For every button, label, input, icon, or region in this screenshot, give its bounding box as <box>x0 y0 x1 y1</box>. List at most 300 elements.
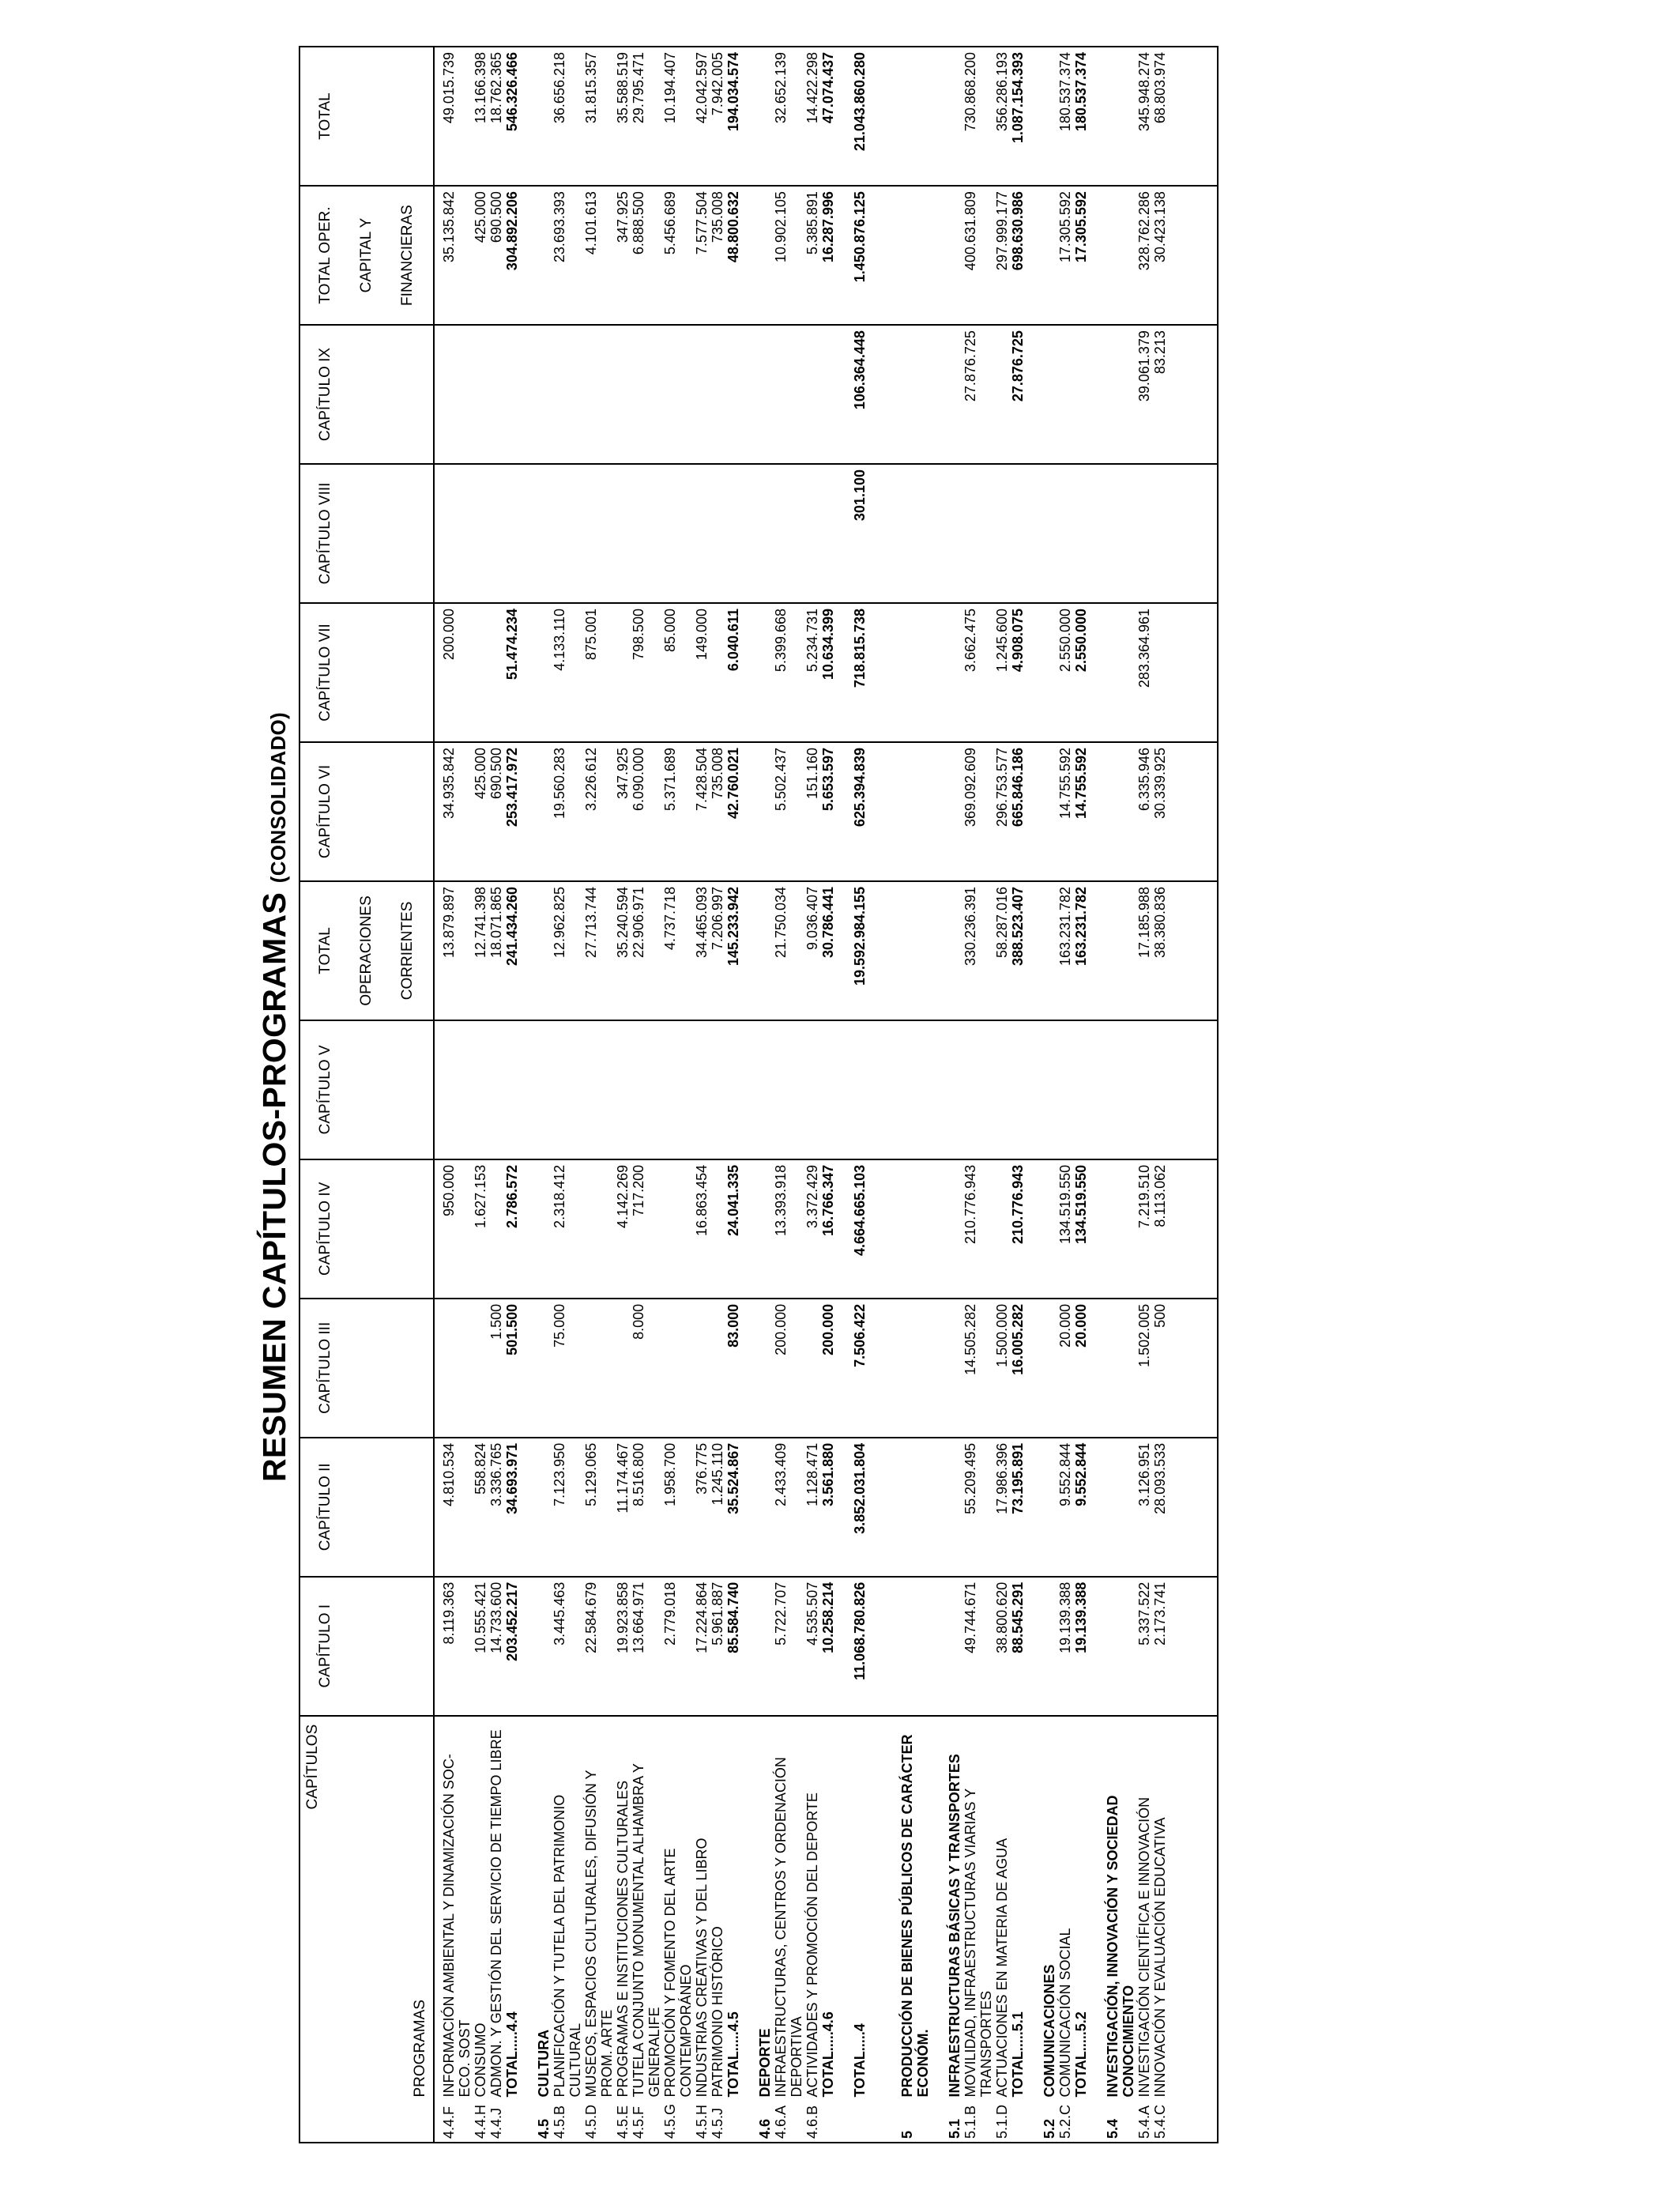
value-cell: 4.737.718 <box>662 881 694 1020</box>
header-col-12 <box>299 47 434 186</box>
program-code: 5.4 <box>1105 2102 1136 2143</box>
value-cell <box>1010 1020 1026 1159</box>
value-cell <box>757 603 773 742</box>
value-cell <box>947 603 962 742</box>
value-cell: 7.428.504 <box>694 742 710 881</box>
spacer-cell <box>1168 881 1218 1020</box>
value-cell <box>1105 1020 1136 1159</box>
header-col-label: CORRIENTES <box>399 901 416 1001</box>
value-cell: 4.101.613 <box>583 186 615 325</box>
value-cell <box>710 1020 725 1159</box>
spacer-cell <box>741 742 757 881</box>
value-cell <box>1073 464 1089 603</box>
value-cell: 180.537.374 <box>1057 47 1073 186</box>
value-cell: 27.876.725 <box>1010 325 1026 464</box>
value-cell: 73.195.891 <box>1010 1438 1026 1577</box>
value-cell: 425.000 <box>473 742 488 881</box>
spacer-cell <box>1168 186 1218 325</box>
value-cell <box>820 325 836 464</box>
value-cell <box>583 1020 615 1159</box>
value-cell: 1.502.005 <box>1136 1299 1152 1438</box>
header-col-label: CAPITAL Y <box>358 217 375 293</box>
spacer-cell <box>836 2102 852 2143</box>
program-code <box>852 2102 868 2143</box>
value-cell <box>899 464 931 603</box>
program-name: CONSUMO <box>473 2022 488 2098</box>
value-cell: 1.128.471 <box>804 1438 820 1577</box>
spacer-cell <box>1089 186 1105 325</box>
value-cell: 8.000 <box>631 1299 662 1438</box>
value-cell <box>1057 1020 1073 1159</box>
value-cell <box>504 1020 520 1159</box>
program-name: PATRIMONIO HISTÓRICO <box>710 1926 725 2098</box>
value-cell <box>947 1438 962 1577</box>
value-cell <box>1057 325 1073 464</box>
header-col-2 <box>299 1438 434 1577</box>
value-cell: 38.380.836 <box>1152 881 1168 1020</box>
value-cell: 253.417.972 <box>504 742 520 881</box>
value-cell: 14.755.592 <box>1057 742 1073 881</box>
table-row <box>773 47 804 2143</box>
value-cell: 48.800.632 <box>725 186 741 325</box>
spacer-cell <box>868 325 899 464</box>
table-row <box>994 47 1010 2143</box>
value-cell: 34.465.093 <box>694 881 710 1020</box>
value-cell: 55.209.495 <box>962 1438 994 1577</box>
header-col-1 <box>299 1577 434 1716</box>
table-body <box>434 47 1218 2143</box>
spacer-cell <box>1168 1299 1218 1438</box>
value-cell <box>434 1299 473 1438</box>
spacer-cell <box>868 2102 899 2143</box>
value-cell: 501.500 <box>504 1299 520 1438</box>
value-cell: 83.000 <box>725 1299 741 1438</box>
table-row-bold <box>504 47 520 2143</box>
program-name: PROMOCIÓN Y FOMENTO DEL ARTE CONTEMPORÁNEO <box>662 1848 694 2098</box>
value-cell: 13.393.918 <box>773 1159 804 1299</box>
value-cell: 85.000 <box>662 603 694 742</box>
value-cell <box>899 603 931 742</box>
value-cell: 12.741.398 <box>473 881 488 1020</box>
value-cell <box>757 47 773 186</box>
program-code: 4.5.E <box>615 2102 631 2143</box>
table-row <box>488 47 504 2143</box>
value-cell: 6.335.946 <box>1136 742 1152 881</box>
spacer-cell <box>741 881 757 1020</box>
value-cell <box>1042 881 1057 1020</box>
program-name: TOTAL.....4 <box>852 2023 868 2098</box>
value-cell <box>757 1299 773 1438</box>
value-cell <box>710 1299 725 1438</box>
table-row-bold <box>852 47 868 2143</box>
program-name: INFRAESTRUCTURAS BÁSICAS Y TRANSPORTES <box>947 1754 962 2098</box>
subtitle-text: (CONSOLIDADO) <box>266 711 290 884</box>
spacer-cell <box>868 1716 899 2102</box>
value-cell <box>899 47 931 186</box>
value-cell <box>994 325 1010 464</box>
header-col-label: CAPÍTULO IV <box>317 1182 333 1276</box>
value-cell <box>757 881 773 1020</box>
spacer-cell <box>1026 1577 1042 1716</box>
value-cell: 19.923.858 <box>615 1577 631 1716</box>
value-cell <box>710 603 725 742</box>
spacer-cell <box>1089 1020 1105 1159</box>
value-cell <box>1073 325 1089 464</box>
value-cell: 16.863.454 <box>694 1159 710 1299</box>
value-cell <box>820 464 836 603</box>
spacer-cell <box>1026 1159 1042 1299</box>
value-cell: 27.713.744 <box>583 881 615 1020</box>
value-cell <box>1136 1020 1152 1159</box>
spacer-cell <box>1089 1716 1105 2102</box>
value-cell <box>725 325 741 464</box>
header-col-11 <box>299 186 434 325</box>
value-cell: 18.762.365 <box>488 47 504 186</box>
table-row <box>1152 47 1168 2143</box>
header-col-label: FINANCIERAS <box>399 205 416 306</box>
spacer-cell <box>1089 47 1105 186</box>
value-cell <box>1042 1020 1057 1159</box>
header-code-cell <box>299 2102 434 2143</box>
table-row <box>583 47 615 2143</box>
value-cell: 1.500 <box>488 1299 504 1438</box>
value-cell: 5.234.731 <box>804 603 820 742</box>
header-col-label: TOTAL <box>317 92 333 140</box>
value-cell <box>1042 1577 1057 1716</box>
value-cell <box>473 1020 488 1159</box>
value-cell: 42.760.021 <box>725 742 741 881</box>
spacer-cell <box>931 742 947 881</box>
value-cell <box>615 464 631 603</box>
value-cell <box>1152 464 1168 603</box>
program-code <box>1073 2102 1089 2143</box>
value-cell <box>899 1577 931 1716</box>
table-header <box>299 47 434 2143</box>
value-cell: 17.986.396 <box>994 1438 1010 1577</box>
program-name: PRODUCCIÓN DE BIENES PÚBLICOS DE CARÁCTER ECONÓM. <box>899 1734 931 2098</box>
value-cell <box>536 1577 552 1716</box>
value-cell <box>757 1159 773 1299</box>
value-cell <box>488 603 504 742</box>
value-cell <box>504 325 520 464</box>
table-row-bold <box>1073 47 1089 2143</box>
program-code: 5.4.A <box>1136 2102 1152 2143</box>
spacer-cell <box>931 47 947 186</box>
header-col-7 <box>299 742 434 881</box>
spacer-row <box>1168 47 1218 2143</box>
value-cell: 301.100 <box>852 464 868 603</box>
value-cell: 194.034.574 <box>725 47 741 186</box>
value-cell: 20.000 <box>1057 1299 1073 1438</box>
header-col-4 <box>299 1159 434 1299</box>
spacer-cell <box>1026 742 1042 881</box>
spacer-cell <box>868 1020 899 1159</box>
value-cell: 6.888.500 <box>631 186 662 325</box>
value-cell: 5.399.668 <box>773 603 804 742</box>
value-cell <box>615 1299 631 1438</box>
value-cell: 36.656.218 <box>552 47 583 186</box>
value-cell <box>947 186 962 325</box>
value-cell: 4.664.665.103 <box>852 1159 868 1299</box>
value-cell: 7.123.950 <box>552 1438 583 1577</box>
program-code: 4.4.H <box>473 2102 488 2143</box>
spacer-cell <box>741 1020 757 1159</box>
spacer-cell <box>741 1438 757 1577</box>
value-cell: 625.394.839 <box>852 742 868 881</box>
table-row <box>434 47 473 2143</box>
value-cell <box>994 464 1010 603</box>
header-col-10 <box>299 325 434 464</box>
spacer-cell <box>1026 1299 1042 1438</box>
table-row <box>710 47 725 2143</box>
value-cell: 3.561.880 <box>820 1438 836 1577</box>
value-cell <box>947 1299 962 1438</box>
program-code <box>504 2102 520 2143</box>
value-cell <box>1042 464 1057 603</box>
value-cell: 35.588.519 <box>615 47 631 186</box>
value-cell: 8.113.062 <box>1152 1159 1168 1299</box>
spacer-cell <box>741 1299 757 1438</box>
spacer-cell <box>741 464 757 603</box>
header-col-label: OPERACIONES <box>358 895 375 1006</box>
spacer-cell <box>520 2102 536 2143</box>
value-cell: 200.000 <box>434 603 473 742</box>
value-cell <box>962 1020 994 1159</box>
value-cell <box>1105 47 1136 186</box>
program-code: 5.1.D <box>994 2102 1010 2143</box>
value-cell: 1.245.600 <box>994 603 1010 742</box>
value-cell: 500 <box>1152 1299 1168 1438</box>
program-code: 4.5.D <box>583 2102 615 2143</box>
table-row-bold <box>820 47 836 2143</box>
value-cell: 34.935.842 <box>434 742 473 881</box>
program-name: TOTAL.....4.6 <box>820 2011 836 2098</box>
value-cell <box>710 1159 725 1299</box>
table-row-bold <box>1010 47 1026 2143</box>
value-cell <box>583 1159 615 1299</box>
table-row-bold <box>536 47 552 2143</box>
header-programas-label: PROGRAMAS <box>412 2000 428 2098</box>
value-cell <box>473 1299 488 1438</box>
value-cell <box>1136 464 1152 603</box>
value-cell <box>536 325 552 464</box>
program-name: TOTAL.....4.5 <box>725 2011 741 2098</box>
spacer-cell <box>741 1159 757 1299</box>
spacer-cell <box>931 2102 947 2143</box>
value-cell: 875.001 <box>583 603 615 742</box>
value-cell: 690.500 <box>488 742 504 881</box>
spacer-cell <box>1026 464 1042 603</box>
value-cell: 47.074.437 <box>820 47 836 186</box>
program-name: COMUNICACIONES <box>1042 1964 1057 2098</box>
spacer-cell <box>836 1577 852 1716</box>
spacer-cell <box>520 1716 536 2102</box>
value-cell <box>725 464 741 603</box>
value-cell <box>947 1020 962 1159</box>
value-cell <box>1105 464 1136 603</box>
spacer-cell <box>931 1438 947 1577</box>
value-cell: 17.305.592 <box>1073 186 1089 325</box>
table-row-bold <box>1042 47 1057 2143</box>
value-cell: 49.015.739 <box>434 47 473 186</box>
value-cell: 32.652.139 <box>773 47 804 186</box>
value-cell: 2.779.018 <box>662 1577 694 1716</box>
spacer-cell <box>520 1159 536 1299</box>
program-name: MOVILIDAD, INFRAESTRUCTURAS VIARIAS Y TRANSPORTES <box>962 1789 994 2098</box>
value-cell <box>852 1020 868 1159</box>
program-name: INFRAESTRUCTURAS, CENTROS Y ORDENACIÓN DEPORTIVA <box>773 1757 804 2098</box>
spacer-cell <box>1089 1159 1105 1299</box>
value-cell: 297.999.177 <box>994 186 1010 325</box>
value-cell <box>473 464 488 603</box>
value-cell: 376.775 <box>694 1438 710 1577</box>
spacer-cell <box>1168 1020 1218 1159</box>
spacer-cell <box>836 1299 852 1438</box>
table-row-bold <box>1105 47 1136 2143</box>
value-cell: 14.422.298 <box>804 47 820 186</box>
value-cell <box>473 325 488 464</box>
spacer-cell <box>931 186 947 325</box>
spacer-cell <box>1089 2102 1105 2143</box>
spacer-cell <box>741 47 757 186</box>
program-code: 4.4.F <box>434 2102 473 2143</box>
value-cell: 2.318.412 <box>552 1159 583 1299</box>
value-cell: 35.240.594 <box>615 881 631 1020</box>
value-cell: 30.423.138 <box>1152 186 1168 325</box>
value-cell <box>694 464 710 603</box>
spacer-row <box>520 47 536 2143</box>
value-cell <box>1105 881 1136 1020</box>
table-row <box>615 47 631 2143</box>
value-cell: 106.364.448 <box>852 325 868 464</box>
value-cell: 149.000 <box>694 603 710 742</box>
spacer-cell <box>520 1438 536 1577</box>
program-name: ADMON. Y GESTIÓN DEL SERVICIO DE TIEMPO LIBRE <box>488 1729 504 2098</box>
value-cell <box>757 464 773 603</box>
program-name: PLANIFICACIÓN Y TUTELA DEL PATRIMONIO CULTURAL <box>552 1794 583 2098</box>
spacer-cell <box>1168 325 1218 464</box>
spacer-cell <box>741 1716 757 2102</box>
spacer-cell <box>836 1716 852 2102</box>
program-code: 4.5.F <box>631 2102 662 2143</box>
table-row <box>552 47 583 2143</box>
program-name: TUTELA CONJUNTO MONUMENTAL ALHAMBRA Y GENERALIFE <box>631 1763 662 2098</box>
spacer-cell <box>1168 603 1218 742</box>
value-cell: 665.846.186 <box>1010 742 1026 881</box>
value-cell <box>1042 186 1057 325</box>
value-cell <box>694 325 710 464</box>
spacer-cell <box>1026 881 1042 1020</box>
value-cell: 2.433.409 <box>773 1438 804 1577</box>
value-cell <box>710 325 725 464</box>
value-cell <box>804 464 820 603</box>
value-cell <box>1042 603 1057 742</box>
spacer-cell <box>836 1438 852 1577</box>
spacer-cell <box>520 1577 536 1716</box>
value-cell <box>662 1159 694 1299</box>
program-code: 4.5.G <box>662 2102 694 2143</box>
value-cell: 17.185.988 <box>1136 881 1152 1020</box>
value-cell <box>552 325 583 464</box>
value-cell <box>552 464 583 603</box>
value-cell: 18.071.865 <box>488 881 504 1020</box>
value-cell: 1.450.876.125 <box>852 186 868 325</box>
value-cell <box>773 325 804 464</box>
value-cell: 296.753.577 <box>994 742 1010 881</box>
value-cell: 17.224.864 <box>694 1577 710 1716</box>
value-cell <box>504 464 520 603</box>
value-cell: 2.786.572 <box>504 1159 520 1299</box>
value-cell <box>583 325 615 464</box>
spacer-cell <box>931 603 947 742</box>
value-cell <box>488 1159 504 1299</box>
value-cell <box>536 1438 552 1577</box>
value-cell <box>1057 464 1073 603</box>
value-cell <box>1010 464 1026 603</box>
value-cell: 30.786.441 <box>820 881 836 1020</box>
value-cell <box>899 186 931 325</box>
value-cell <box>488 1020 504 1159</box>
value-cell <box>1042 1438 1057 1577</box>
program-code: 4.4.J <box>488 2102 504 2143</box>
table-row <box>662 47 694 2143</box>
value-cell <box>694 1299 710 1438</box>
value-cell: 3.336.765 <box>488 1438 504 1577</box>
value-cell: 4.810.534 <box>434 1438 473 1577</box>
value-cell <box>1105 325 1136 464</box>
value-cell: 16.287.996 <box>820 186 836 325</box>
value-cell <box>947 464 962 603</box>
value-cell: 345.948.274 <box>1136 47 1152 186</box>
spacer-row <box>741 47 757 2143</box>
value-cell: 3.445.463 <box>552 1577 583 1716</box>
value-cell <box>536 186 552 325</box>
value-cell: 24.041.335 <box>725 1159 741 1299</box>
value-cell: 3.662.475 <box>962 603 994 742</box>
value-cell <box>583 464 615 603</box>
value-cell: 14.755.592 <box>1073 742 1089 881</box>
value-cell <box>899 881 931 1020</box>
value-cell: 3.226.612 <box>583 742 615 881</box>
value-cell: 7.206.997 <box>710 881 725 1020</box>
header-col-label: CAPÍTULO IX <box>317 347 333 442</box>
value-cell: 28.093.533 <box>1152 1438 1168 1577</box>
value-cell: 22.906.971 <box>631 881 662 1020</box>
spacer-row <box>931 47 947 2143</box>
program-name: COMUNICACIÓN SOCIAL <box>1057 1928 1073 2098</box>
table-row-bold <box>947 47 962 2143</box>
value-cell: 49.744.671 <box>962 1577 994 1716</box>
program-name: INDUSTRIAS CREATIVAS Y DEL LIBRO <box>694 1838 710 2098</box>
table-row-bold <box>757 47 773 2143</box>
value-cell: 42.042.597 <box>694 47 710 186</box>
value-cell <box>1105 186 1136 325</box>
value-cell <box>1042 742 1057 881</box>
table-row <box>694 47 710 2143</box>
value-cell <box>488 464 504 603</box>
value-cell: 19.592.984.155 <box>852 881 868 1020</box>
page-title <box>256 237 293 1957</box>
program-code: 4.6.A <box>773 2102 804 2143</box>
value-cell <box>757 1438 773 1577</box>
value-cell: 39.061.379 <box>1136 325 1152 464</box>
value-cell <box>488 325 504 464</box>
value-cell <box>899 742 931 881</box>
value-cell: 7.577.504 <box>694 186 710 325</box>
table-row <box>473 47 488 2143</box>
spacer-row <box>836 47 852 2143</box>
header-col-label: CAPÍTULO I <box>317 1604 333 1688</box>
